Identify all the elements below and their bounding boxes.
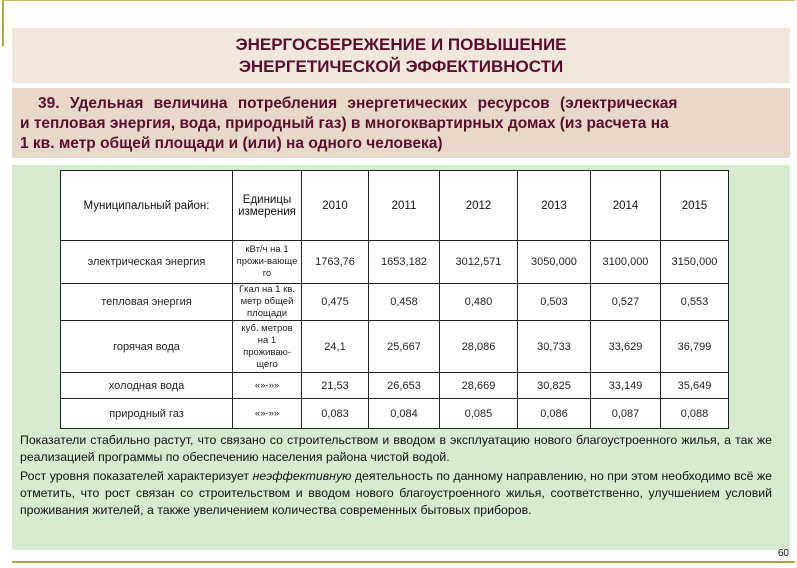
table-row: [61, 399, 729, 429]
row-name: горячая вода: [61, 321, 233, 373]
cell-value: 0,480: [440, 284, 518, 321]
consumption-table: [60, 170, 729, 429]
cell-value: 0,084: [369, 399, 440, 429]
section-subtitle: [12, 88, 790, 158]
row-name: холодная вода: [61, 373, 233, 399]
cell-value: 36,799: [661, 321, 729, 373]
header-year: 2014: [591, 171, 661, 241]
header-district: Муниципальный район:: [61, 171, 233, 241]
cell-value: 30,733: [518, 321, 591, 373]
analysis-notes: [20, 432, 772, 521]
cell-value: 1653,182: [369, 241, 440, 284]
cell-value: 3100,000: [591, 241, 661, 284]
cell-value: 3050,000: [518, 241, 591, 284]
page-title: [12, 28, 790, 83]
decorative-line-vertical: [2, 0, 4, 46]
header-year: 2011: [369, 171, 440, 241]
row-name: природный газ: [61, 399, 233, 429]
decorative-line-top: [2, 0, 795, 1]
cell-value: 0,503: [518, 284, 591, 321]
note-paragraph-1: Показатели стабильно растут, что связано со строительством и вводом в эксплуатацию нового благоустроенного жилья, а так же реализацией программы по обеспечению населения района чистой водой.: [20, 433, 772, 464]
subtitle-line-1: 39. Удельная величина потребления энергетических ресурсов (электрическая: [38, 95, 678, 112]
row-unit: «»-»»: [233, 399, 302, 429]
header-year: 2010: [302, 171, 369, 241]
cell-value: 0,475: [302, 284, 369, 321]
page-number: 60: [777, 548, 789, 559]
cell-value: 0,086: [518, 399, 591, 429]
note-emphasis: неэффективную: [252, 469, 352, 483]
row-unit: Гкал на 1 кв. метр общей площади: [233, 284, 302, 321]
cell-value: 3150,000: [661, 241, 729, 284]
subtitle-line-3: 1 кв. метр общей площади и (или) на одного человека): [20, 135, 443, 152]
cell-value: 0,083: [302, 399, 369, 429]
header-year: 2013: [518, 171, 591, 241]
row-name: электрическая энергия: [61, 241, 233, 284]
table-row: [61, 284, 729, 321]
cell-value: 30,825: [518, 373, 591, 399]
header-year: 2012: [440, 171, 518, 241]
title-line-1: ЭНЕРГОСБЕРЕЖЕНИЕ И ПОВЫШЕНИЕ: [235, 34, 567, 54]
cell-value: 21,53: [302, 373, 369, 399]
cell-value: 35,649: [661, 373, 729, 399]
header-year: 2015: [661, 171, 729, 241]
note-text: деятельность по данному направлению, но при этом необходимо всё же отметить, что рост связан со строительством и вводом нового благоустроенного жилья, соответственно, улучшением условий проживания жителей, а также увеличением количества современных бытовых приборов.: [20, 469, 773, 517]
footer-divider: [12, 561, 795, 563]
cell-value: 0,087: [591, 399, 661, 429]
cell-value: 0,553: [661, 284, 729, 321]
note-paragraph-2: [20, 468, 772, 519]
subtitle-line-2: и тепловая энергия, вода, природный газ) в многоквартирных домах (из расчета на: [20, 115, 669, 132]
cell-value: 3012,571: [440, 241, 518, 284]
cell-value: 0,527: [591, 284, 661, 321]
table-row: [61, 241, 729, 284]
cell-value: 1763,76: [302, 241, 369, 284]
cell-value: 0,088: [661, 399, 729, 429]
table-header-row: [61, 171, 729, 241]
row-unit: «»-»»: [233, 373, 302, 399]
cell-value: 0,458: [369, 284, 440, 321]
row-name: тепловая энергия: [61, 284, 233, 321]
cell-value: 33,629: [591, 321, 661, 373]
cell-value: 24,1: [302, 321, 369, 373]
row-unit: кВт/ч на 1 прожи-вающе го: [233, 241, 302, 284]
title-line-2: ЭНЕРГЕТИЧЕСКОЙ ЭФФЕКТИВНОСТИ: [238, 56, 564, 76]
header-units: Единицы измерения: [233, 171, 302, 241]
table-row: [61, 373, 729, 399]
row-unit: куб. метров на 1 проживаю-щего: [233, 321, 302, 373]
cell-value: 25,667: [369, 321, 440, 373]
cell-value: 28,086: [440, 321, 518, 373]
table-row: [61, 321, 729, 373]
cell-value: 33,149: [591, 373, 661, 399]
cell-value: 26,653: [369, 373, 440, 399]
cell-value: 0,085: [440, 399, 518, 429]
note-text: Рост уровня показателей характеризует: [20, 469, 253, 483]
cell-value: 28,669: [440, 373, 518, 399]
